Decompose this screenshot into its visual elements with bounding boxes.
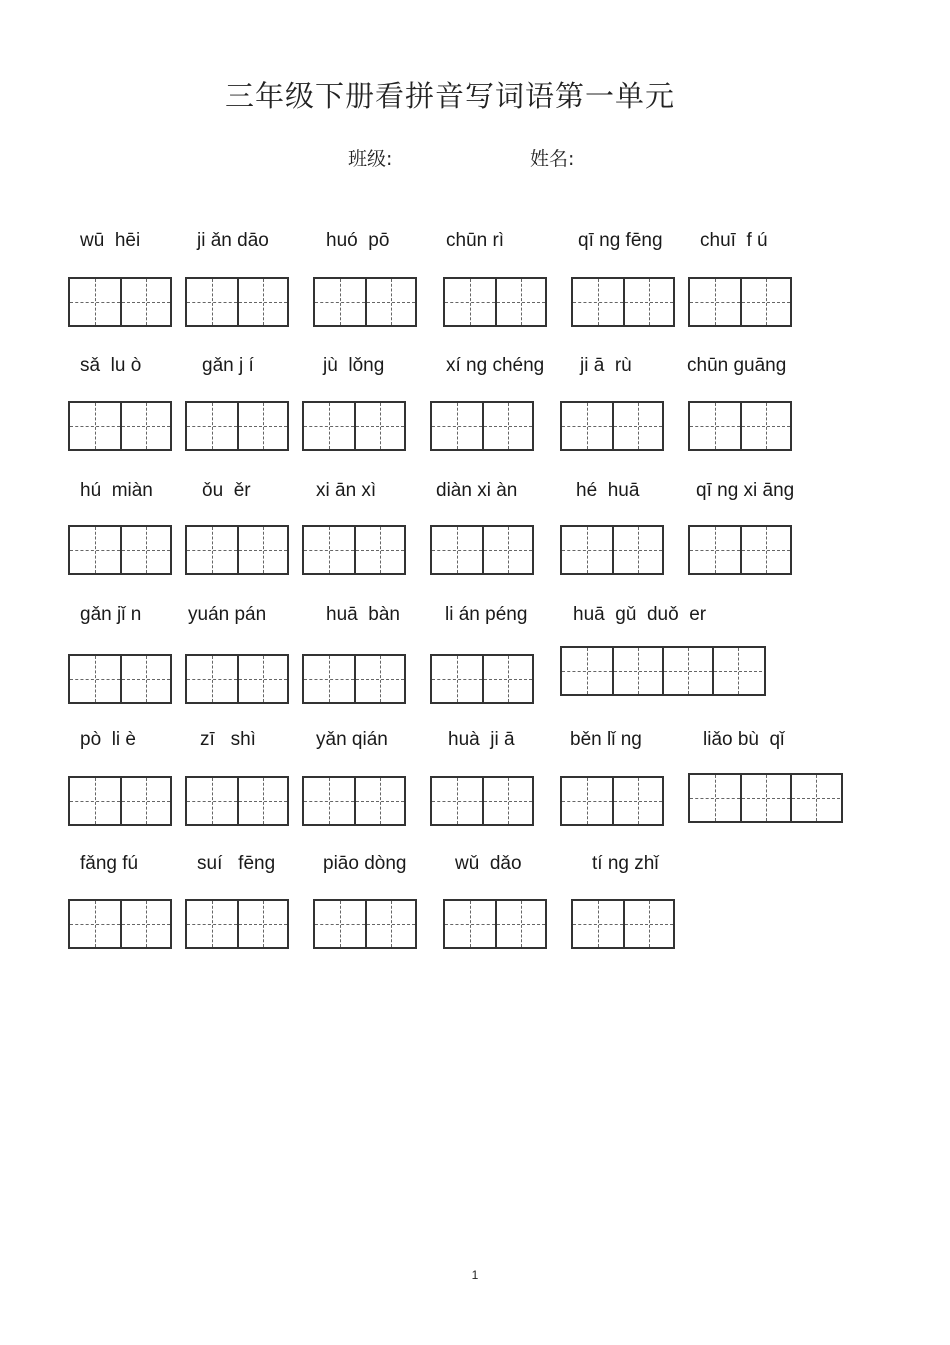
writing-box[interactable] <box>313 899 417 949</box>
tianzige-cell[interactable] <box>562 527 612 573</box>
writing-box[interactable] <box>688 277 792 327</box>
tianzige-cell[interactable] <box>573 901 623 947</box>
tianzige-cell[interactable] <box>690 279 740 325</box>
tianzige-cell[interactable] <box>354 527 404 573</box>
writing-box[interactable] <box>443 899 547 949</box>
pinyin-prompt: hú miàn <box>80 480 153 501</box>
pinyin-prompt: zī shì <box>200 729 256 750</box>
tianzige-cell[interactable] <box>623 279 673 325</box>
pinyin-prompt: jù lǒng <box>323 355 385 376</box>
pinyin-prompt: chuī f ú <box>700 230 768 251</box>
tianzige-cell[interactable] <box>690 527 740 573</box>
tianzige-cell[interactable] <box>187 279 237 325</box>
writing-box[interactable] <box>185 525 289 575</box>
tianzige-cell[interactable] <box>187 656 237 702</box>
tianzige-cell[interactable] <box>482 527 532 573</box>
writing-box[interactable] <box>302 776 406 826</box>
page-number: 1 <box>471 1268 479 1282</box>
tianzige-cell[interactable] <box>70 901 120 947</box>
pinyin-prompt: pò li è <box>80 729 136 750</box>
tianzige-cell[interactable] <box>304 403 354 449</box>
tianzige-cell[interactable] <box>70 403 120 449</box>
tianzige-cell[interactable] <box>120 279 170 325</box>
name-label: 姓名: <box>530 148 575 170</box>
pinyin-prompt: yǎn qián <box>316 729 388 750</box>
tianzige-cell[interactable] <box>445 279 495 325</box>
tianzige-cell[interactable] <box>662 648 712 694</box>
pinyin-prompt: qī ng xi āng <box>696 480 795 501</box>
writing-box[interactable] <box>185 654 289 704</box>
tianzige-cell[interactable] <box>432 403 482 449</box>
tianzige-cell[interactable] <box>70 778 120 824</box>
pinyin-prompt: huà ji ā <box>448 729 515 750</box>
pinyin-prompt: chūn guāng <box>687 355 787 376</box>
pinyin-prompt: hé huā <box>576 480 640 501</box>
tianzige-cell[interactable] <box>432 656 482 702</box>
tianzige-cell[interactable] <box>354 656 404 702</box>
tianzige-cell[interactable] <box>70 656 120 702</box>
pinyin-prompt: diàn xi àn <box>436 480 518 501</box>
pinyin-prompt: huó pō <box>326 230 390 251</box>
writing-box[interactable] <box>185 401 289 451</box>
writing-box[interactable] <box>302 401 406 451</box>
pinyin-prompt: xí ng chéng <box>446 355 545 376</box>
pinyin-prompt: huā bàn <box>326 604 400 625</box>
pinyin-prompt: wū hēi <box>80 230 141 251</box>
tianzige-cell[interactable] <box>562 778 612 824</box>
tianzige-cell[interactable] <box>70 527 120 573</box>
pinyin-prompt: li án péng <box>445 604 528 625</box>
tianzige-cell[interactable] <box>237 527 287 573</box>
tianzige-cell[interactable] <box>70 279 120 325</box>
tianzige-cell[interactable] <box>365 901 415 947</box>
writing-box[interactable] <box>430 401 534 451</box>
pinyin-prompt: ji ǎn dāo <box>197 230 269 251</box>
tianzige-cell[interactable] <box>612 403 662 449</box>
pinyin-prompt: liǎo bù qǐ <box>703 729 785 750</box>
tianzige-cell[interactable] <box>495 279 545 325</box>
writing-box[interactable] <box>560 525 664 575</box>
tianzige-cell[interactable] <box>612 648 662 694</box>
writing-box[interactable] <box>560 401 664 451</box>
pinyin-prompt: gǎn jǐ n <box>80 604 142 625</box>
pinyin-prompt: ji ā rù <box>580 355 632 376</box>
tianzige-cell[interactable] <box>740 775 790 821</box>
class-label: 班级: <box>348 148 393 170</box>
tianzige-cell[interactable] <box>365 279 415 325</box>
writing-box[interactable] <box>302 654 406 704</box>
tianzige-cell[interactable] <box>354 778 404 824</box>
writing-box[interactable] <box>443 277 547 327</box>
pinyin-prompt: wǔ dǎo <box>455 853 522 874</box>
tianzige-cell[interactable] <box>120 778 170 824</box>
tianzige-cell[interactable] <box>482 656 532 702</box>
pinyin-prompt: piāo dòng <box>323 853 407 874</box>
writing-box[interactable] <box>302 525 406 575</box>
writing-box[interactable] <box>68 899 172 949</box>
writing-box[interactable] <box>430 776 534 826</box>
tianzige-cell[interactable] <box>740 279 790 325</box>
page-title: 三年级下册看拼音写词语第一单元 <box>224 79 675 113</box>
writing-box[interactable] <box>68 401 172 451</box>
tianzige-cell[interactable] <box>740 403 790 449</box>
pinyin-prompt: ǒu ěr <box>202 480 251 501</box>
tianzige-cell[interactable] <box>237 901 287 947</box>
writing-box[interactable] <box>185 776 289 826</box>
tianzige-cell[interactable] <box>304 527 354 573</box>
writing-box[interactable] <box>68 776 172 826</box>
tianzige-cell[interactable] <box>315 279 365 325</box>
writing-box[interactable] <box>560 776 664 826</box>
writing-box[interactable] <box>430 525 534 575</box>
tianzige-cell[interactable] <box>187 403 237 449</box>
writing-box[interactable] <box>68 525 172 575</box>
pinyin-prompt: chūn rì <box>446 230 505 251</box>
tianzige-cell[interactable] <box>120 403 170 449</box>
tianzige-cell[interactable] <box>237 279 287 325</box>
writing-box[interactable] <box>185 277 289 327</box>
tianzige-cell[interactable] <box>612 527 662 573</box>
writing-box[interactable] <box>560 646 766 696</box>
pinyin-prompt: qī ng fēng <box>578 230 663 251</box>
tianzige-cell[interactable] <box>120 527 170 573</box>
writing-box[interactable] <box>313 277 417 327</box>
writing-box[interactable] <box>68 277 172 327</box>
pinyin-prompt: xi ān xì <box>316 480 377 501</box>
tianzige-cell[interactable] <box>712 648 762 694</box>
tianzige-cell[interactable] <box>237 778 287 824</box>
tianzige-cell[interactable] <box>304 656 354 702</box>
tianzige-cell[interactable] <box>690 775 740 821</box>
writing-box[interactable] <box>571 277 675 327</box>
tianzige-cell[interactable] <box>573 279 623 325</box>
pinyin-prompt: huā gǔ duǒ er <box>573 604 707 625</box>
tianzige-cell[interactable] <box>482 778 532 824</box>
tianzige-cell[interactable] <box>690 403 740 449</box>
tianzige-cell[interactable] <box>304 778 354 824</box>
tianzige-cell[interactable] <box>482 403 532 449</box>
pinyin-prompt: sǎ lu ò <box>80 355 142 376</box>
tianzige-cell[interactable] <box>562 648 612 694</box>
tianzige-cell[interactable] <box>120 901 170 947</box>
writing-box[interactable] <box>430 654 534 704</box>
tianzige-cell[interactable] <box>623 901 673 947</box>
tianzige-cell[interactable] <box>495 901 545 947</box>
writing-box[interactable] <box>688 773 843 823</box>
tianzige-cell[interactable] <box>237 403 287 449</box>
tianzige-cell[interactable] <box>432 527 482 573</box>
tianzige-cell[interactable] <box>354 403 404 449</box>
tianzige-cell[interactable] <box>315 901 365 947</box>
writing-box[interactable] <box>688 525 792 575</box>
writing-box[interactable] <box>68 654 172 704</box>
pinyin-prompt: běn lǐ ng <box>570 729 642 750</box>
tianzige-cell[interactable] <box>187 778 237 824</box>
pinyin-prompt: gǎn j í <box>202 355 254 376</box>
pinyin-prompt: tí ng zhǐ <box>592 853 659 874</box>
tianzige-cell[interactable] <box>237 656 287 702</box>
tianzige-cell[interactable] <box>612 778 662 824</box>
writing-box[interactable] <box>688 401 792 451</box>
tianzige-cell[interactable] <box>740 527 790 573</box>
tianzige-cell[interactable] <box>187 527 237 573</box>
pinyin-prompt: yuán pán <box>188 604 267 625</box>
tianzige-cell[interactable] <box>187 901 237 947</box>
tianzige-cell[interactable] <box>562 403 612 449</box>
writing-box[interactable] <box>185 899 289 949</box>
tianzige-cell[interactable] <box>120 656 170 702</box>
writing-box[interactable] <box>571 899 675 949</box>
tianzige-cell[interactable] <box>790 775 840 821</box>
pinyin-prompt: suí fēng <box>197 853 276 874</box>
pinyin-prompt: fǎng fú <box>80 853 139 874</box>
tianzige-cell[interactable] <box>445 901 495 947</box>
tianzige-cell[interactable] <box>432 778 482 824</box>
